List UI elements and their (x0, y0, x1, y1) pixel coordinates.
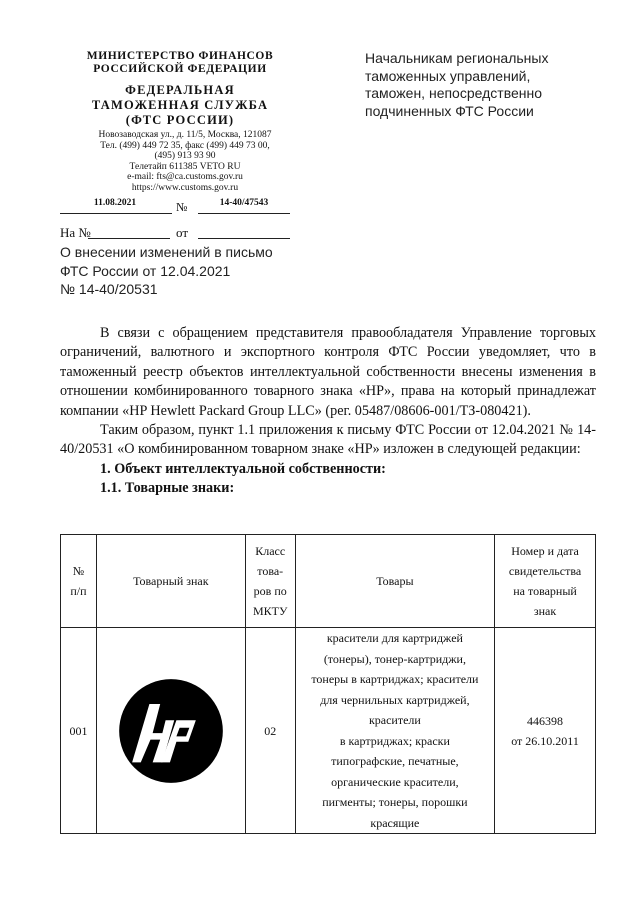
header-certificate: Номер и дата свидетельства на товарный знак (495, 535, 596, 628)
contact-address: Новозаводская ул., д. 11/5, Москва, 121087 (98, 130, 272, 140)
cell-goods: красители для картриджей (тонеры), тонер-картриджи, тонеры в картриджах; красители для чернильных картриджей, красители в картриджах; краски типографские, печатные, органические красители, пигменты; тонеры, порошки красящие (295, 628, 494, 834)
cell-certificate: 446398 от 26.10.2011 (495, 628, 596, 834)
addressee-line-1: Начальникам региональных (365, 50, 549, 66)
contact-website: https://www.customs.gov.ru (131, 182, 239, 193)
ministry-name (60, 50, 300, 76)
ministry-line-1: МИНИСТЕРСТВО ФИНАНСОВ (86, 50, 274, 62)
header-number: № п/п (61, 535, 97, 628)
reference-date-label: от (176, 225, 189, 240)
section-heading-1: 1. Объект интеллектуальной собственности: (100, 460, 386, 477)
agency-line-1: ФЕДЕРАЛЬНАЯ (125, 83, 235, 97)
header-class: Класс това- ров по МКТУ (245, 535, 295, 628)
registration-number-label: № (176, 200, 188, 214)
body-paragraph-1: В связи с обращением представителя правообладателя Управление торговых ограничений, валютного и экспортного контроля ФТС России уведомляет, что в таможенный реестр объектов интеллектуальной собственности внесены изменения в отношении комбинированного товарного знака «HP», права на который принадлежат компании «HP Hewlett Packard Group LLC» (рег. 05487/08606-001/ТЗ-080421). (60, 325, 596, 419)
section-heading-1-1: 1.1. Товарные знаки: (100, 480, 235, 497)
reference-number-line (88, 238, 170, 239)
addressee-line-3: таможен, непосредственно (365, 85, 543, 101)
contact-phone-2: (495) 913 93 90 (154, 151, 216, 162)
registration-number-line (198, 213, 290, 214)
cell-number: 001 (61, 628, 97, 834)
reference-date-line (198, 238, 290, 239)
contact-email: e-mail: fts@ca.customs.gov.ru (127, 172, 243, 183)
reference-number-label: На № (60, 225, 91, 240)
agency-line-2: ТАМОЖЕННАЯ СЛУЖБА (91, 98, 269, 112)
subject-line-2: ФТС России от 12.04.2021 (60, 262, 231, 279)
addressee-line-2: таможенных управлений, (365, 67, 531, 84)
body-paragraph-2: Таким образом, пункт 1.1 приложения к письму ФТС России от 12.04.2021 № 14-40/20531 «О комбинированном товарном знаке «HP» изложен в следующей редакции: (60, 422, 596, 458)
hp-logo-icon (117, 677, 225, 785)
letter-body (60, 324, 596, 499)
trademarks-table (60, 534, 596, 834)
contact-teletype: Телетайп 611385 VETO RU (129, 161, 241, 172)
subject-line-3: № 14-40/20531 (60, 281, 158, 297)
agency-contacts (60, 130, 310, 194)
ministry-line-2: РОССИЙСКОЙ ФЕДЕРАЦИИ (93, 63, 267, 75)
contact-phone: Тел. (499) 449 72 35, факс (499) 449 73 00, (100, 140, 270, 151)
table-row (61, 628, 596, 834)
agency-line-3: (ФТС РОССИИ) (125, 113, 235, 127)
addressee-block (365, 50, 605, 120)
header-trademark: Товарный знак (96, 535, 245, 628)
table-header-row (61, 535, 596, 628)
registration-date-line (60, 213, 172, 214)
subject-line-1: О внесении изменений в письмо (60, 244, 273, 260)
letter-subject (60, 243, 340, 299)
header-goods: Товары (295, 535, 494, 628)
cell-class: 02 (245, 628, 295, 834)
cell-trademark (96, 628, 245, 834)
registration-date: 11.08.2021 (93, 198, 137, 208)
registration-number: 14-40/47543 (219, 198, 269, 208)
agency-name (60, 83, 300, 128)
addressee-line-4: подчиненных ФТС России (365, 102, 534, 119)
